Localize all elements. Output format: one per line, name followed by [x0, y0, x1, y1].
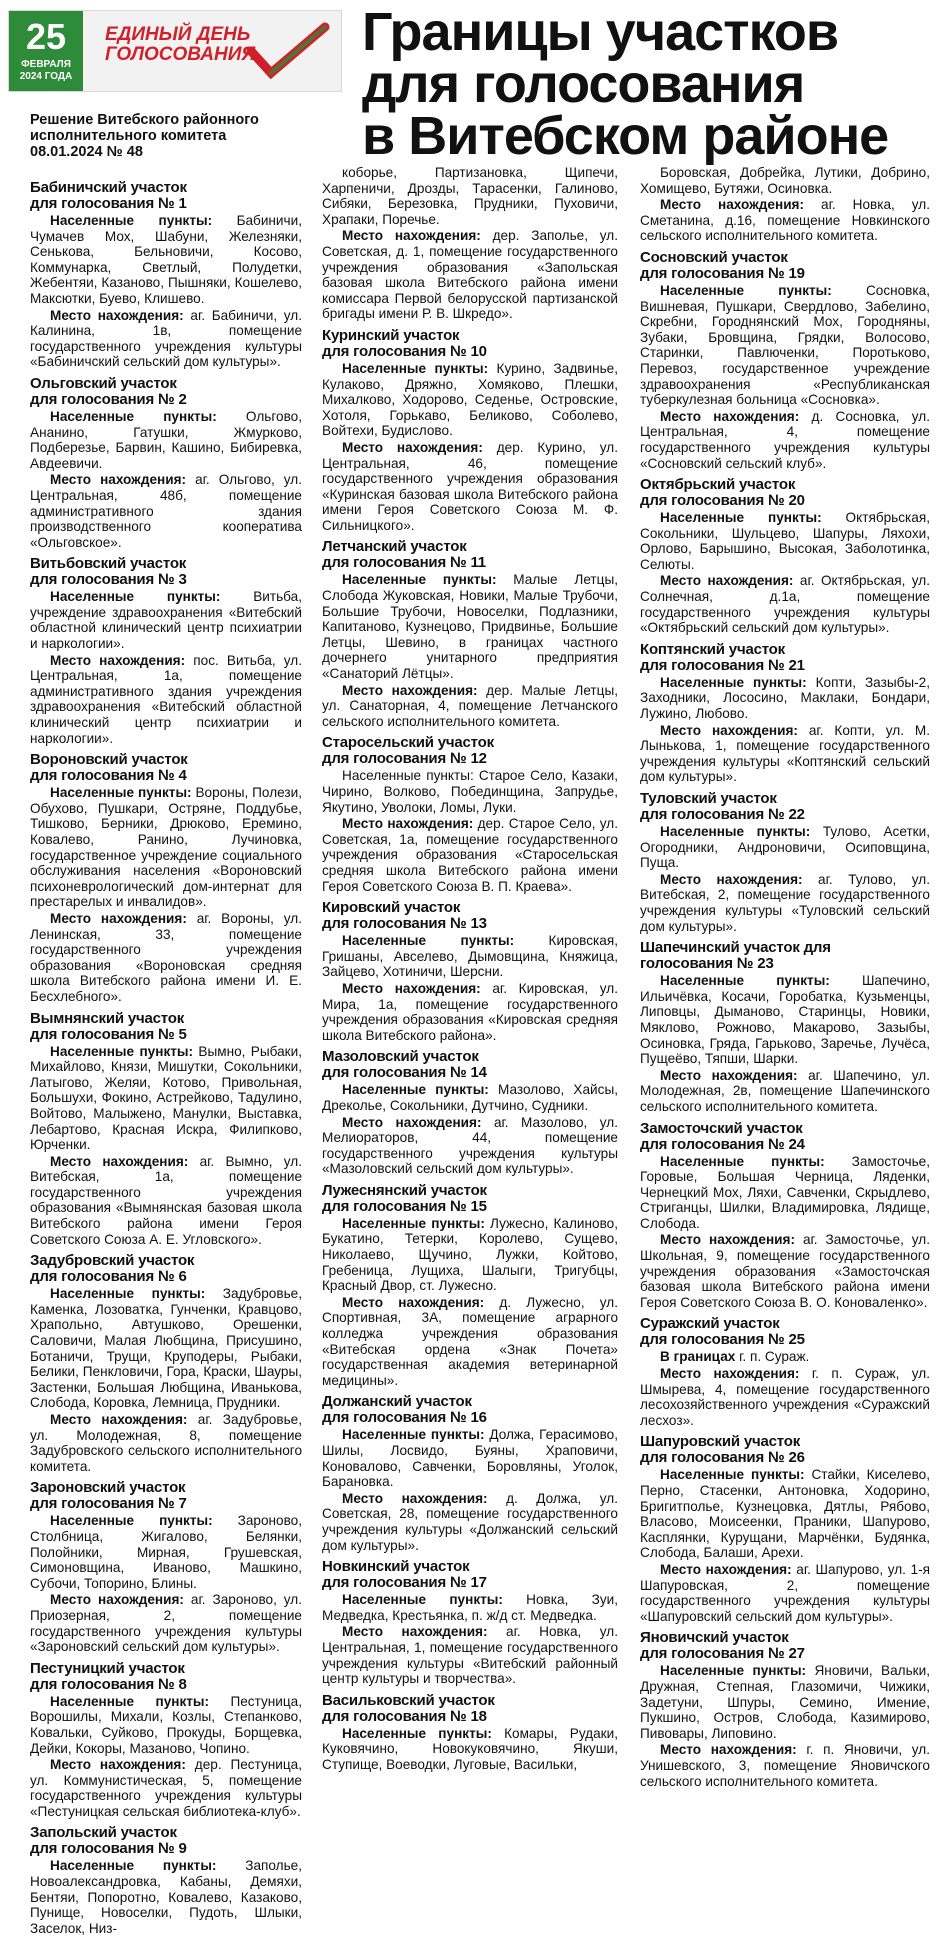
district-paragraph: [322, 228, 618, 322]
paragraph-text: аг. Новка, ул. Сметанина, д.16, помещение Новкинского сельского исполнительного комитета.: [640, 197, 931, 244]
district-title: [322, 735, 618, 767]
district-number: для голосования № 24: [640, 1135, 805, 1153]
district-name: Коптянский участок: [640, 640, 785, 658]
district-paragraph: [640, 1663, 930, 1741]
paragraph-text: аг. Вымно, ул. Витебская, 1а, помещение государственного учреждения образования «Вымнянская базовая школа Витебского района имени Героя Советского Союза А. Е. Угловского».: [30, 1153, 302, 1247]
paragraph-text: г. п. Сураж, ул. Шмырева, 4, помещение государственного лесохозяйственного учреждения «Суражский лесхоз».: [640, 1366, 930, 1428]
polling-district-section: [30, 1011, 302, 1248]
district-number: для голосования № 17: [322, 1574, 487, 1592]
district-paragraph: [322, 165, 618, 227]
paragraph-text: Шапечино, Ильичёвка, Косачи, Горобатка, Кузьменцы, Липовцы, Дыманово, Старинцы, Новики, Мяклово, Рожново, Макарово, Зазыбы, Осиновка, Гряда, Гарьково, Заречье, Лучёса, Пущеёво, Тяпши, Шарки.: [640, 973, 930, 1067]
district-paragraph: [640, 1154, 930, 1232]
district-name: Старосельский участок: [322, 734, 494, 752]
district-title: [30, 1661, 302, 1693]
paragraph-text: пос. Витьба, ул. Центральная, 1а, помещение административного здания учреждения здравоохранения «Витебский областной клинический центр психиатрии и наркологии».: [30, 652, 303, 746]
district-name: Лужеснянский участок: [322, 1181, 487, 1199]
district-title: [30, 556, 302, 588]
district-name: Вороновский участок: [30, 751, 188, 769]
district-number: для голосования № 6: [30, 1268, 187, 1286]
paragraph-label: Место нахождения:: [342, 816, 474, 832]
paragraph-label: Место нахождения:: [50, 1757, 186, 1773]
district-paragraph: [640, 1068, 930, 1115]
paragraph-text: аг. Шапечино, ул. Молодежная, 2в, помещение Шапечинского сельского исполнительного комитета.: [640, 1067, 931, 1114]
district-paragraph: [30, 1286, 302, 1411]
paragraph-text: д. Лужесно, ул. Спортивная, 3А, помещение аграрного колледжа учреждения образования «Витебская ордена «Знак Почета» государственная академия ветеринарной медицины».: [322, 1294, 618, 1388]
district-paragraph: [30, 1592, 302, 1654]
polling-district-section: [640, 1121, 930, 1311]
district-title: [322, 900, 618, 932]
paragraph-label: Место нахождения:: [660, 197, 805, 213]
polling-district-section: [30, 376, 302, 550]
paragraph-label: Место нахождения:: [660, 1067, 798, 1083]
district-paragraph: [322, 1082, 618, 1113]
paragraph-text: коборье, Партизановка, Щипечи, Харпеничи, Дрозды, Тарасенки, Галиново, Сибяки, Березовка, Прудники, Пуховичи, Храпаки, Поречье.: [322, 165, 618, 227]
paragraph-label: Населенные пункты:: [342, 1082, 489, 1098]
paragraph-text: Заполье, Новоалександровка, Кабаны, Демяхи, Бентяи, Попоротно, Ковалево, Казаково, Пунище, Новоселки, Пудоть, Шлыки, Заселок, Низ-: [30, 1858, 302, 1936]
polling-district-section: [322, 165, 618, 322]
district-paragraph: [640, 1366, 930, 1428]
paragraph-text: аг. Тулово, ул. Витебская, 2, помещение государственного учреждения культуры «Туловский сельский дом культуры».: [640, 871, 930, 934]
text-column-2: [322, 164, 618, 1779]
district-name: Бабиничский участок: [30, 179, 187, 196]
paragraph-text: аг. Зароново, ул. Приозерная, 2, помещение государственного учреждения культуры «Зароновский сельский дом культуры».: [30, 1592, 302, 1655]
district-paragraph: [30, 589, 302, 651]
district-title: [30, 1825, 302, 1857]
district-paragraph: [322, 1216, 618, 1294]
district-title: [322, 1559, 618, 1591]
district-title: [30, 1253, 302, 1285]
title-line-3: в Витебском районе: [362, 106, 889, 166]
paragraph-label: Населенные пункты:: [342, 933, 515, 949]
district-paragraph: [640, 510, 930, 572]
district-paragraph: [640, 409, 930, 471]
paragraph-label: Место нахождения:: [660, 1366, 800, 1382]
paragraph-label: Населенные пункты:: [50, 1513, 213, 1529]
district-paragraph: [322, 440, 618, 534]
district-number: для голосования № 18: [322, 1707, 487, 1725]
district-paragraph: [640, 197, 930, 244]
district-paragraph: [30, 1513, 302, 1591]
logo-line-2: ГОЛОСОВАНИЯ: [105, 44, 256, 65]
polling-district-section: [640, 250, 930, 471]
paragraph-text: Тулово, Асетки, Огородники, Андроновичи, Осиповщина, Пуща.: [640, 824, 930, 871]
polling-district-section: [322, 900, 618, 1043]
polling-district-section: [640, 1316, 930, 1428]
district-paragraph: [322, 361, 618, 439]
district-paragraph: [640, 1742, 930, 1789]
paragraph-label: Населенные пункты:: [660, 973, 830, 989]
district-paragraph: [322, 981, 618, 1043]
paragraph-text: Боровская, Добрейка, Лутики, Добрино, Хомищево, Бутяжи, Осиновка.: [640, 165, 930, 196]
district-name: Зароновский участок: [30, 1479, 186, 1497]
paragraph-text: Вороны, Полези, Обухово, Пушкари, Остряне, Поддубье, Тишково, Берники, Дрюково, Еремино, Ковалево, Ранино, Лучиновка, государственное учреждение социального обслуживания населения «Вороновский психоневрологический дом-интернат для престарелых и инвалидов».: [30, 785, 302, 910]
district-paragraph: [30, 1154, 302, 1248]
district-number: для голосования № 15: [322, 1197, 487, 1215]
paragraph-label: Место нахождения:: [342, 1294, 485, 1310]
polling-district-section: [640, 165, 930, 244]
district-paragraph: [640, 1349, 930, 1365]
district-name: Васильковский участок: [322, 1691, 495, 1709]
district-paragraph: [322, 1592, 618, 1623]
paragraph-text: Ольгово, Ананино, Гатушки, Жмурково, Подберезье, Барвин, Кашино, Бибиревка, Авдеевичи.: [30, 408, 302, 471]
paragraph-text: г. п. Яновичи, ул. Унишевского, 3, помещение Яновичского сельского исполнительного комитета.: [640, 1742, 930, 1789]
district-paragraph: [30, 1694, 302, 1756]
district-paragraph: [30, 1858, 302, 1936]
paragraph-text: аг. Копти, ул. М. Лынькова, 1, помещение государственного учреждения культуры «Коптянский сельский дом культуры».: [640, 722, 930, 785]
date-month: ФЕВРАЛЯ: [21, 59, 71, 70]
district-paragraph: [640, 1562, 930, 1624]
district-title: [322, 328, 618, 360]
title-line-1: Границы участков: [362, 2, 839, 62]
district-number: для голосования № 9: [30, 1840, 187, 1858]
paragraph-text: Курино, Задвинье, Кулаково, Дряжно, Хомяково, Плешки, Михалково, Ходорово, Седенье, Островские, Хотоля, Горькаво, Беликово, Соболево, Войтехи, Будислово.: [322, 360, 618, 439]
paragraph-label: Место нахождения:: [50, 1412, 188, 1427]
district-paragraph: [322, 572, 618, 681]
paragraph-text: Новка, Зуи, Медведка, Крестьянка, п. ж/д ст. Медведка.: [322, 1592, 618, 1623]
paragraph-label: Населенные пункты:: [660, 824, 811, 839]
paragraph-label: Населенные пункты:: [660, 510, 822, 526]
paragraph-text: аг. Новка, ул. Центральная, 1, помещение государственного учреждения культуры «Витебский районный центр культуры и творчества».: [322, 1624, 619, 1687]
paragraph-label: Населенные пункты:: [50, 1043, 194, 1059]
title-line-2: для голосования: [362, 54, 805, 114]
district-paragraph: [322, 1427, 618, 1489]
polling-district-section: [322, 1183, 618, 1389]
decision-line-2: исполнительного комитета: [30, 128, 227, 144]
district-name: Шапуровский участок: [640, 1433, 801, 1451]
polling-district-section: [322, 539, 618, 729]
district-paragraph: [640, 573, 930, 635]
district-number: для голосования № 12: [322, 750, 487, 768]
paragraph-text: Вымно, Рыбаки, Михайлово, Князи, Мишутки, Сокольники, Латыгово, Желяи, Котово, Привольная, Большухи, Фокино, Астрейково, Тадулино, Войтово, Малыжено, Манулки, Выставка, Лебартово, Красная Искра, Филипково, Юрченки.: [30, 1043, 302, 1153]
paragraph-text: Задубровье, Каменка, Лозоватка, Гунченки, Кравцово, Храпольно, Автушково, Орешенки, Саловичи, Малая Любщина, Присушино, Ботаничи, Трущи, Круподеры, Рыбаки, Белики, Пенкловичи, Гора, Краски, Шауры, Застенки, Большая Любщина, Иванькова, Слобода, Коровка, Лемница, Прудники.: [30, 1286, 302, 1411]
paragraph-text: Комары, Рудаки, Куковячино, Новокуковячино, Якуши, Ступище, Воеводки, Луговые, Васильки,: [322, 1725, 618, 1772]
polling-district-section: [322, 735, 618, 894]
paragraph-text: аг. Задубровье, ул. Молодежная, 8, помещение Задубровского сельского исполнительного комитета.: [30, 1412, 303, 1474]
election-day-logo: [8, 10, 342, 92]
district-number: для голосования № 19: [640, 264, 805, 282]
district-name: Яновичский участок: [640, 1629, 789, 1647]
district-number: для голосования № 14: [322, 1064, 487, 1082]
district-paragraph: [322, 816, 618, 894]
paragraph-label: Место нахождения:: [50, 1592, 184, 1608]
district-paragraph: [30, 785, 302, 910]
paragraph-text: Должа, Герасимово, Шилы, Лосвидо, Буяны, Храповичи, Коновалово, Савченки, Боровляны, Уголок, Барановка.: [322, 1427, 618, 1490]
paragraph-label: Место нахождения:: [660, 1742, 797, 1758]
district-paragraph: [640, 872, 930, 934]
district-paragraph: [640, 973, 930, 1067]
district-name: Куринский участок: [322, 326, 460, 344]
page-title: [362, 2, 932, 166]
district-name: Замосточский участок: [640, 1119, 803, 1137]
polling-district-section: [30, 752, 302, 1004]
district-title: [640, 1434, 930, 1466]
paragraph-label: Место нахождения:: [50, 910, 187, 926]
district-number: для голосования № 11: [322, 554, 486, 572]
district-paragraph: [30, 213, 302, 307]
paragraph-text: аг. Октябрьская, ул. Солнечная, д.1а, помещение государственного учреждения культуры «Октябрьский сельский дом культуры».: [640, 573, 931, 636]
paragraph-label: Населенные пункты:: [50, 213, 213, 228]
district-paragraph: [30, 1412, 302, 1474]
district-title: [640, 642, 930, 674]
district-paragraph: [640, 723, 930, 785]
district-number: для голосования № 20: [640, 492, 805, 510]
polling-district-section: [30, 1253, 302, 1474]
paragraph-label: Место нахождения:: [660, 722, 798, 738]
paragraph-label: Место нахождения:: [342, 1624, 488, 1640]
district-title: [322, 1693, 618, 1725]
paragraph-label: Населенные пункты:: [50, 1858, 217, 1874]
paragraph-label: Населенные пункты:: [660, 282, 832, 298]
polling-district-section: [322, 1693, 618, 1773]
paragraph-text: Сосновка, Вишневая, Пушкари, Свердлово, Забелино, Скребни, Городнянский Мох, Городняны, Зубаки, Бровщина, Грядки, Волосово, Старинки, Павлюченки, Поротьково, Перевоз, государственное учреждение здравоохранения «Республиканская туберкулезная больница «Сосновка».: [640, 282, 930, 408]
district-number: для голосования № 7: [30, 1495, 187, 1513]
district-name: Сосновский участок: [640, 248, 788, 266]
polling-district-section: [30, 180, 302, 370]
district-title: [30, 376, 302, 408]
district-paragraph: [640, 165, 930, 196]
paragraph-text: Яновичи, Вальки, Дружная, Степная, Глазомичи, Чижики, Задетуни, Шпуры, Семино, Имение, Пукшино, Остров, Слобода, Казимирово, Пивовары, Липовино.: [640, 1663, 930, 1741]
paragraph-text: Пестуница, Ворошилы, Михали, Козлы, Степанково, Ковальки, Суйково, Прокуды, Борщевка, Дейки, Кокоры, Мазаново, Чопино.: [30, 1693, 302, 1756]
paragraph-text: дер. Малые Летцы, ул. Санаторная, 4, помещение Летчанского сельского исполнительного комитета.: [322, 682, 618, 729]
district-title: [322, 1183, 618, 1215]
district-paragraph: [30, 911, 302, 1005]
paragraph-label: Населенные пункты:: [50, 1693, 210, 1709]
paragraph-label: Место нахождения:: [342, 682, 478, 698]
district-title: [640, 250, 930, 282]
district-title: [640, 477, 930, 509]
district-paragraph: [640, 283, 930, 408]
paragraph-text: аг. Бабиничи, ул. Калинина, 1в, помещение государственного учреждения культуры «Бабиничский сельский дом культуры».: [30, 307, 302, 370]
district-paragraph: [30, 409, 302, 471]
date-day: 25: [25, 16, 67, 57]
paragraph-text: Витьба, учреждение здравоохранения «Витебский областной клинический центр психиатрии и наркологии».: [30, 589, 302, 652]
polling-district-section: [30, 1825, 302, 1936]
text-column-3: [640, 164, 930, 1795]
district-name: Ольговский участок: [30, 374, 177, 392]
paragraph-text: Бабиничи, Чумачев Мох, Шабуни, Железняки, Сенькова, Бельновичи, Косово, Коммунарка, Светлый, Полудетки, Жебентяи, Казаново, Пышняки, Кошелево, Максютки, Буево, Клишево.: [30, 213, 302, 306]
district-paragraph: [322, 1726, 618, 1773]
district-number: для голосования № 8: [30, 1675, 187, 1693]
paragraph-text: г. п. Сураж.: [735, 1349, 810, 1365]
district-number: для голосования № 16: [322, 1409, 487, 1427]
district-paragraph: [322, 1624, 618, 1686]
paragraph-text: д. Сосновка, ул. Центральная, 4, помещение государственного учреждения культуры «Сосновский сельский клуб».: [640, 408, 931, 471]
district-number: для голосования № 25: [640, 1331, 805, 1349]
text-column-1: [30, 180, 302, 1942]
paragraph-label: Место нахождения:: [50, 652, 186, 668]
district-name: Пестуницкий участок: [30, 1659, 185, 1677]
district-name: Запольский участок: [30, 1824, 177, 1842]
paragraph-label: Место нахождения:: [660, 871, 803, 887]
paragraph-text: Малые Летцы, Слобода Жуковская, Новики, Малые Трубочи, Большие Трубочи, Новоселки, Подлазники, Капитаново, Кузнецово, Придвинье, Большие Летцы, Шевино, в границах частного дочернего унитарного предприятия «Санаторий Лётцы».: [322, 572, 618, 682]
district-paragraph: [322, 768, 618, 815]
district-name: Кировский участок: [322, 899, 461, 917]
district-number: для голосования № 21: [640, 656, 805, 674]
paragraph-text: дер. Старое Село, ул. Советская, 1а, помещение государственного учреждения образования «Старосельская средняя школа Витебского района имени Героя Советского Союза В. П. Краева».: [322, 816, 618, 894]
paragraph-label: Населенные пункты:: [342, 1725, 492, 1741]
district-title: [640, 1316, 930, 1348]
district-title: [30, 752, 302, 784]
paragraph-label: Населенные пункты:: [342, 360, 489, 376]
district-paragraph: [640, 824, 930, 871]
district-title: [640, 940, 930, 972]
district-number: для голосования № 2: [30, 390, 187, 408]
paragraph-label: Место нахождения:: [660, 408, 800, 424]
district-paragraph: [640, 675, 930, 722]
decision-reference: [30, 112, 330, 160]
district-paragraph: [30, 1757, 302, 1819]
district-title: [640, 791, 930, 823]
paragraph-text: дер. Пестуница, ул. Коммунистическая, 5, помещение государственного учреждения культуры «Пестуницкая сельская библиотека-клуб».: [30, 1757, 302, 1819]
paragraph-text: аг. Замосточье, ул. Школьная, 9, помещение государственного учреждения образования «Замосточская базовая школа Витебского района имени Героя Советского Союза В. О. Коноваленко».: [640, 1232, 931, 1310]
paragraph-label: Населенные пункты:: [660, 1153, 825, 1169]
district-title: [640, 1121, 930, 1153]
paragraph-text: Мазолово, Хайсы, Дреколье, Сокольники, Дутчино, Судники.: [322, 1082, 618, 1113]
paragraph-label: Место нахождения:: [660, 1232, 795, 1248]
district-name: Новкинский участок: [322, 1558, 470, 1576]
paragraph-label: Место нахождения:: [342, 228, 481, 244]
polling-district-section: [322, 1049, 618, 1177]
polling-district-section: [30, 556, 302, 746]
district-paragraph: [322, 683, 618, 730]
paragraph-label: Населенные пункты:: [660, 1467, 805, 1483]
paragraph-label: Населенные пункты:: [342, 1427, 485, 1443]
date-badge: [9, 11, 83, 91]
paragraph-text: аг. Кировская, ул. Мира, 1а, помещение государственного учреждения образования «Кировская средняя школа Витебского района».: [322, 980, 619, 1043]
paragraph-text: Стайки, Киселево, Перно, Стасенки, Антоновка, Ходорино, Бригитполье, Кузнецовка, Дятлы, Рябово, Власово, Моисеенки, Праники, Шапурово, Касплянки, Курущани, Марчёнки, Будянка, Слобода, Балаши, Арехи.: [640, 1467, 930, 1561]
district-number: для голосования № 10: [322, 342, 487, 360]
polling-district-section: [322, 328, 618, 534]
paragraph-text: аг. Ольгово, ул. Центральная, 48б, помещение административного здания производственного кооператива «Ольговское».: [30, 472, 303, 550]
polling-district-section: [640, 1630, 930, 1789]
district-paragraph: [30, 308, 302, 370]
district-number: голосования № 23: [640, 955, 774, 973]
district-title: [322, 1049, 618, 1081]
paragraph-text: Замосточье, Горовые, Большая Черница, Ляденки, Чернецкий Мох, Ляхи, Савченки, Скрыдлево, Стриганцы, Шилки, Владимировка, Лядище, Слобода.: [640, 1153, 930, 1231]
district-title: [30, 1011, 302, 1043]
district-title: [30, 1480, 302, 1512]
paragraph-label: Место нахождения:: [342, 980, 481, 996]
district-number: для голосования № 13: [322, 915, 487, 933]
paragraph-text: Копти, Зазыбы-2, Заходники, Лососино, Маклаки, Бондари, Лужино, Любово.: [640, 674, 931, 722]
district-paragraph: [322, 1115, 618, 1177]
paragraph-label: Место нахождения:: [342, 1114, 482, 1130]
district-title: [322, 1394, 618, 1426]
district-name: Вымнянский участок: [30, 1009, 185, 1027]
district-number: для голосования № 27: [640, 1645, 805, 1663]
paragraph-text: Лужесно, Калиново, Букатино, Тетерки, Королево, Сущево, Николаево, Щучино, Лужки, Койтово, Гребеница, Лущиха, Шалыги, Тригубцы, Красный Двор, ст. Лужесно.: [322, 1215, 618, 1294]
district-paragraph: [640, 1467, 930, 1561]
district-title: [30, 180, 302, 212]
paragraph-label: Населенные пункты:: [50, 1286, 206, 1302]
district-name: Задубровский участок: [30, 1252, 195, 1270]
district-name: Витьбовский участок: [30, 555, 187, 573]
polling-district-section: [640, 642, 930, 785]
paragraph-text: дер. Курино, ул. Центральная, 46, помещение государственного учреждения образования «Куринская базовая школа Витебского района имени Героя Советского Союза М. Ф. Сильницкого».: [322, 439, 619, 533]
district-paragraph: [322, 1295, 618, 1389]
district-title: [640, 1630, 930, 1662]
ballot-checkmark-icon: [241, 21, 331, 81]
paragraph-label: Место нахождения:: [660, 1561, 792, 1577]
paragraph-label: Место нахождения:: [50, 307, 184, 323]
paragraph-text: дер. Заполье, ул. Советская, д. 1, помещение государственного учреждения образования «Запольская базовая школа Витебского района имени комиссара Первой белорусской партизанской бригады имени Р. В. Шкредо».: [322, 228, 618, 322]
district-paragraph: [30, 1044, 302, 1153]
district-number: для голосования № 5: [30, 1025, 187, 1043]
paragraph-label: Место нахождения:: [342, 439, 483, 455]
district-number: для голосования № 1: [30, 195, 187, 212]
paragraph-label: Населенные пункты:: [342, 572, 497, 588]
paragraph-label: Населенные пункты:: [342, 1215, 485, 1231]
district-name: Мазоловский участок: [322, 1048, 479, 1066]
polling-district-section: [640, 1434, 930, 1624]
district-paragraph: [640, 1232, 930, 1310]
paragraph-text: Октябрьская, Сокольники, Шульцево, Шапуры, Ляхохи, Орлово, Барышино, Высокая, Заболотинка, Селюты.: [640, 510, 930, 572]
paragraph-text: Населенные пункты: Старое Село, Казаки, Чирино, Волково, Побединщина, Запрудье, Якутино, Уволоки, Ломы, Луки.: [322, 768, 618, 815]
district-name: Должанский участок: [322, 1393, 472, 1411]
paragraph-text: аг. Вороны, ул. Ленинская, 33, помещение государственного учреждения образования «Вороновская средняя школа Витебского района имени И. Е. Бесхлебного».: [30, 910, 302, 1004]
district-paragraph: [30, 472, 302, 550]
decision-line-1: Решение Витебского районного: [30, 112, 259, 128]
paragraph-label: Населенные пункты:: [50, 408, 217, 424]
polling-district-section: [640, 940, 930, 1114]
district-name: Шапечинский участок для: [640, 939, 831, 957]
decision-line-3: 08.01.2024 № 48: [30, 144, 143, 160]
district-number: для голосования № 4: [30, 767, 187, 785]
district-name: Туловский участок: [640, 790, 777, 807]
district-paragraph: [322, 933, 618, 980]
district-name: Летчанский участок: [322, 538, 467, 556]
polling-district-section: [322, 1394, 618, 1553]
polling-district-section: [30, 1661, 302, 1820]
paragraph-text: аг. Шапурово, ул. 1-я Шапуровская, 2, помещение государственного учреждения культуры «Шапуровский сельский дом культуры».: [640, 1561, 931, 1624]
polling-district-section: [322, 1559, 618, 1687]
paragraph-label: В границах: [660, 1349, 736, 1365]
paragraph-text: Зароново, Столбница, Жигалово, Белянки, Полойники, Мирная, Грушевская, Симоновщина, Иваново, Машкино, Субочи, Топорино, Блины.: [30, 1513, 302, 1591]
paragraph-label: Населенные пункты:: [660, 1663, 807, 1679]
date-year: 2024 ГОДА: [19, 71, 73, 82]
polling-district-section: [640, 477, 930, 636]
district-title: [322, 539, 618, 571]
logo-line-1: ЕДИНЫЙ ДЕНЬ: [105, 24, 251, 45]
paragraph-label: Место нахождения:: [660, 573, 794, 589]
paragraph-label: Населенные пункты:: [660, 674, 807, 690]
paragraph-label: Населенные пункты:: [50, 589, 221, 605]
district-number: для голосования № 3: [30, 571, 187, 589]
paragraph-label: Место нахождения:: [342, 1490, 488, 1506]
district-number: для голосования № 22: [640, 806, 805, 823]
district-number: для голосования № 26: [640, 1449, 805, 1467]
district-name: Октябрьский участок: [640, 476, 796, 494]
paragraph-text: аг. Мазолово, ул. Мелиораторов, 44, помещение государственного учреждения культуры «Мазоловский сельский дом культуры».: [322, 1114, 618, 1177]
polling-district-section: [30, 1480, 302, 1654]
paragraph-text: Кировская, Гришаны, Авселево, Дымовщина, Княжица, Зайцево, Хотиничи, Шерсни.: [322, 933, 618, 980]
district-paragraph: [322, 1491, 618, 1553]
paragraph-text: д. Должа, ул. Советская, 28, помещение государственного учреждения культуры «Должанский сельский дом культуры».: [322, 1490, 619, 1553]
paragraph-label: Место нахождения:: [50, 1153, 189, 1169]
polling-district-section: [640, 791, 930, 934]
paragraph-label: Населенные пункты:: [342, 1592, 503, 1608]
district-paragraph: [30, 653, 302, 747]
paragraph-label: Место нахождения:: [50, 472, 187, 488]
district-name: Суражский участок: [640, 1315, 780, 1333]
paragraph-label: Населенные пункты:: [50, 785, 192, 801]
